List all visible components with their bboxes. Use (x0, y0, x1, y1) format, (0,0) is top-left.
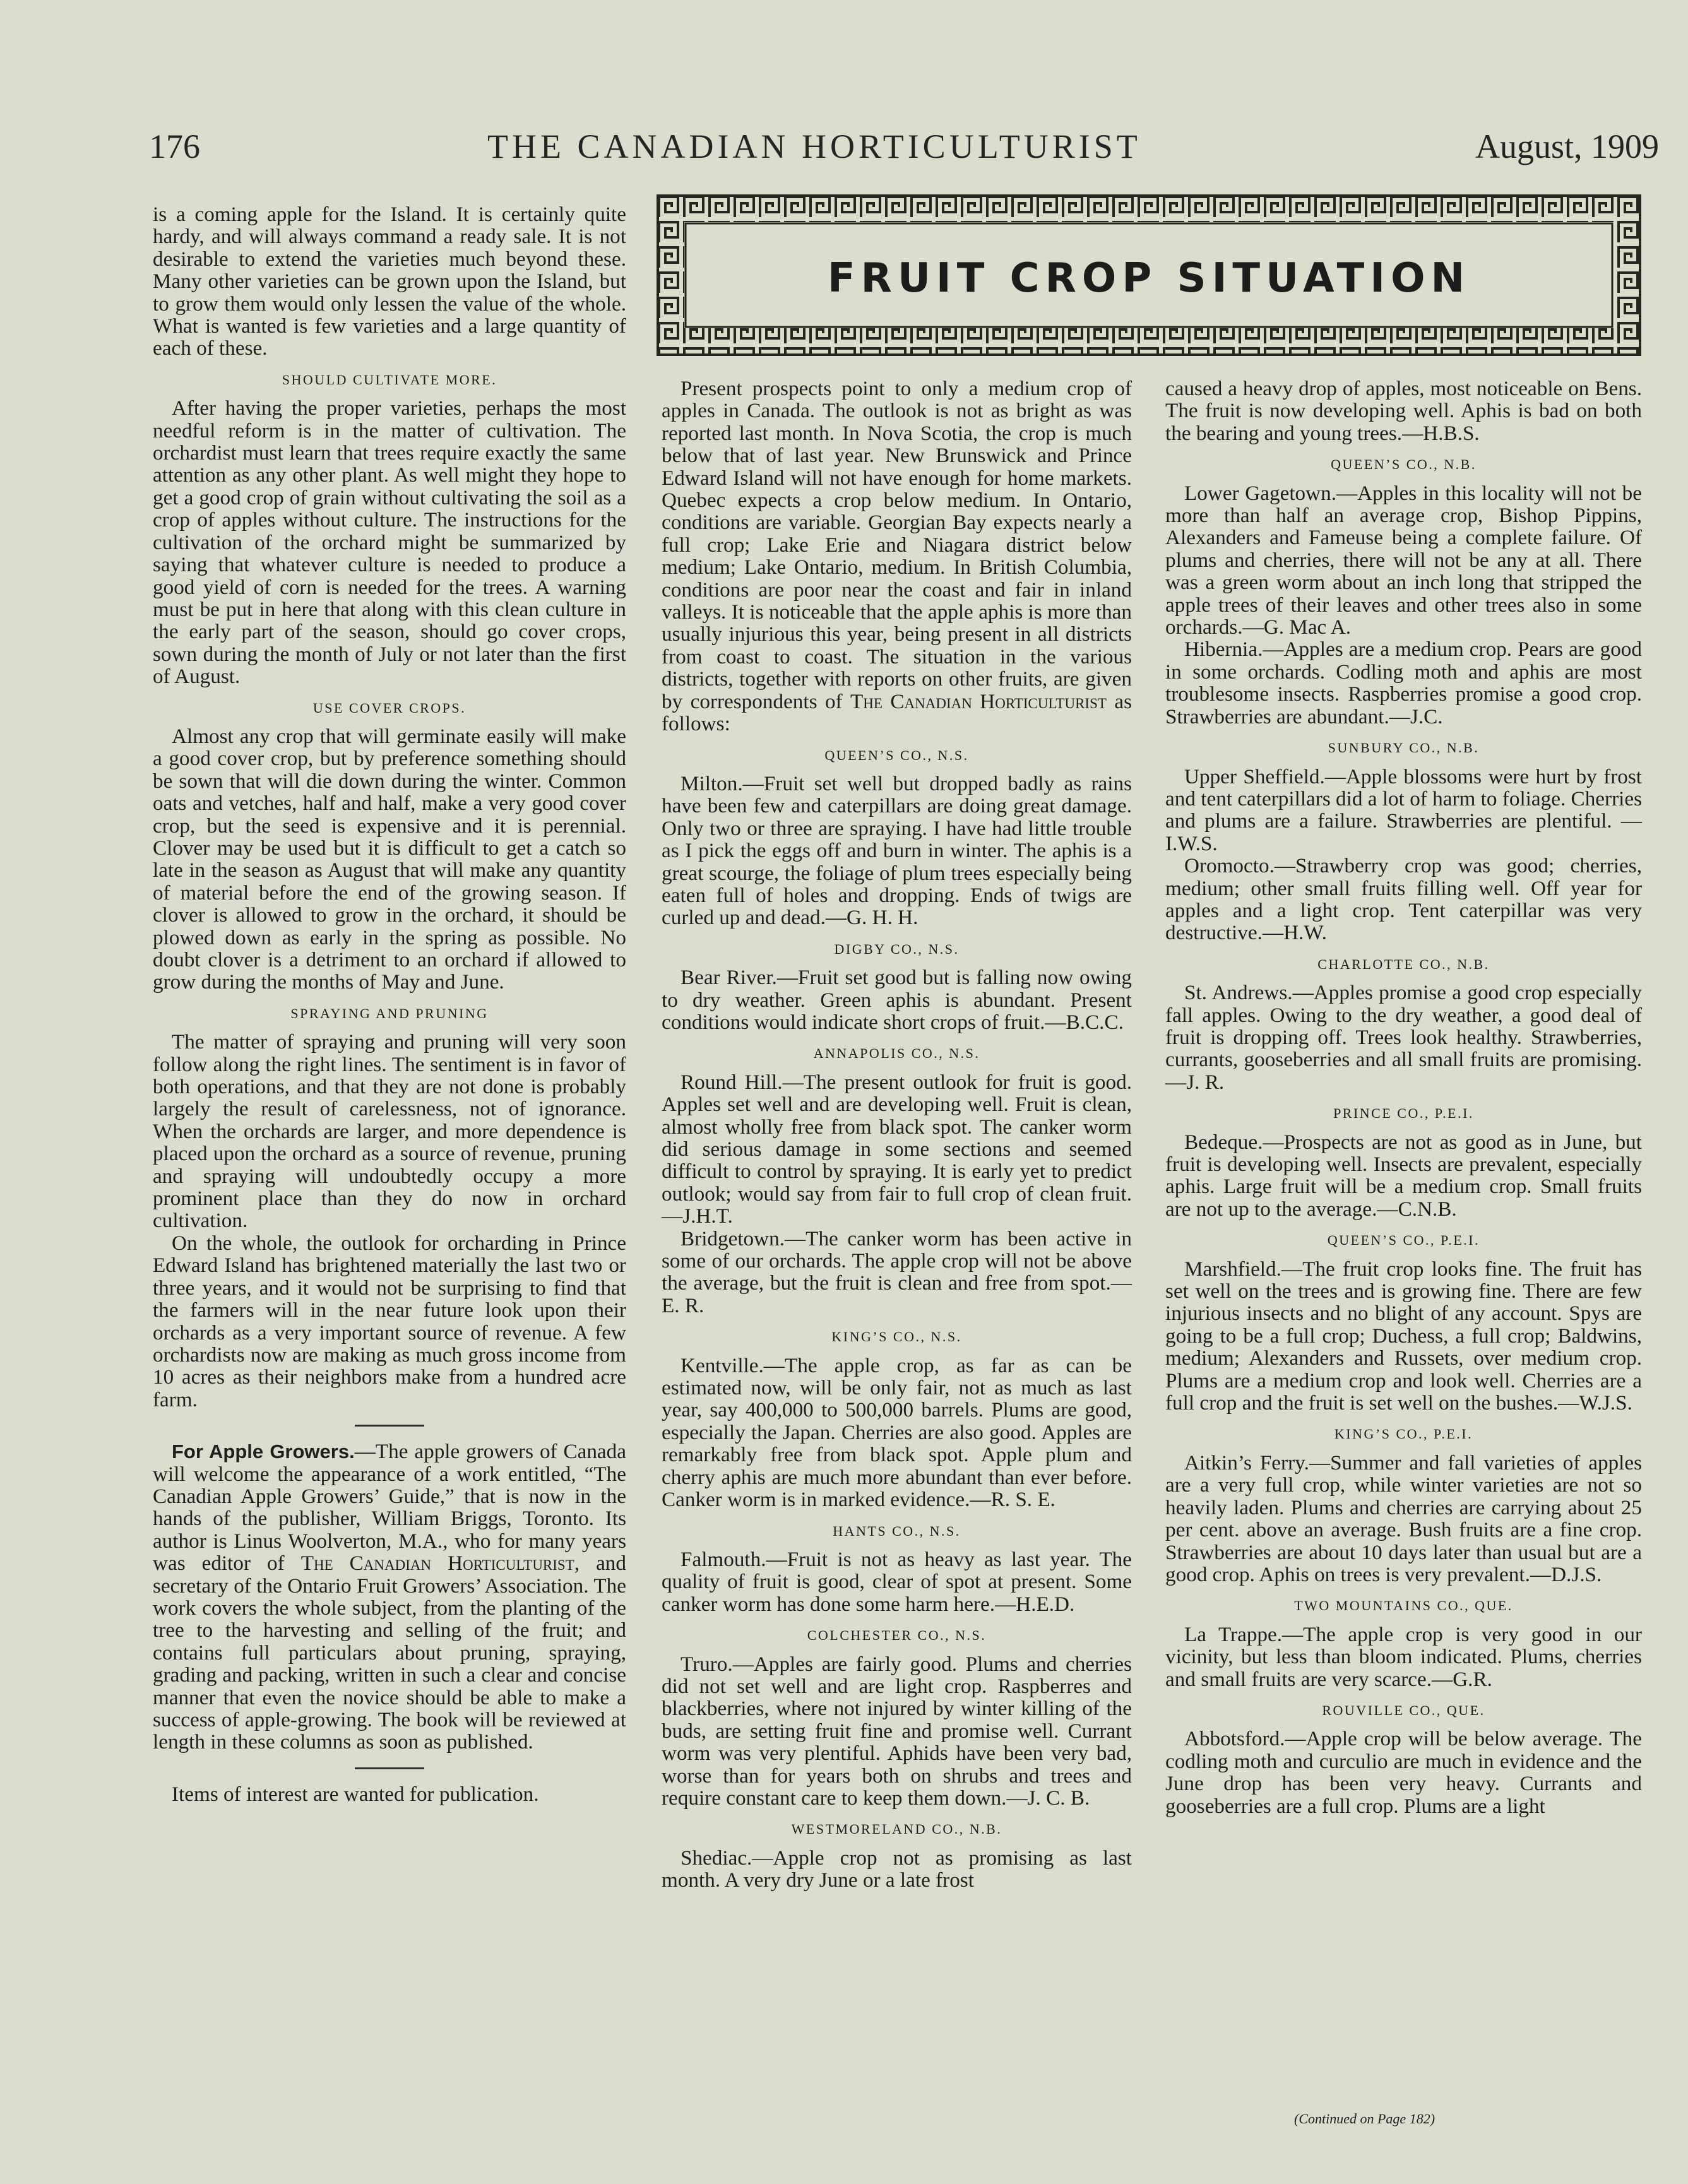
notice-lead: For Apple Growers. (172, 1440, 355, 1463)
banner-title: FRUIT CROP SITUATION (827, 255, 1471, 302)
issue-date: August, 1909 (1475, 128, 1659, 165)
page-header (149, 128, 1659, 172)
county-heading: DIGBY CO., N.S. (834, 941, 960, 957)
county-heading: WESTMORELAND CO., N.B. (791, 1821, 1002, 1837)
county-heading: QUEEN’S CO., P.E.I. (1327, 1232, 1480, 1249)
report-paragraph: St. Andrews.—Apples promise a good crop especially fall apples. Owing to the dry weather, a good deal of fruit is dropping off. Trees look healthy. Strawberries, currants, gooseberries and all small fruits are promising.—J. R. (1165, 981, 1642, 1094)
continued-note: (Continued on Page 182) (1294, 2111, 1435, 2127)
report-paragraph: Oromocto.—Strawberry crop was good; cherries, medium; other small fruits filling well. Off year for apples and a light crop. Tent caterpillar was very destructive.—H.W. (1165, 854, 1642, 945)
divider (355, 1767, 424, 1769)
page-number: 176 (149, 128, 200, 165)
county-heading: CHARLOTTE CO., N.B. (1317, 956, 1490, 972)
county-heading: PRINCE CO., P.E.I. (1333, 1105, 1474, 1122)
report-paragraph: Milton.—Fruit set well but dropped badly as rains have been few and caterpillars are doing great damage. Only two or three are spraying. I have had little trouble as I pick the eggs off and burn in winter. The aphis is a great scourge, the foliage of plum trees especially being eaten full of holes and dropping. Ends of twigs are curled up and dead.—G. H. H. (662, 771, 1132, 930)
county-heading: HANTS CO., N.S. (833, 1522, 961, 1539)
paragraph: Almost any crop that will germinate easily will make a good cover crop, but by preference something should be sown that will die down during the winter. Common oats and vetches, half and half, make a very good cover crop, but the seed is expensive and it is perennial. Clover may be used but it is difficult to get a catch so late in the season as August that will make any quantity of material before the end of the growing season. If clover is allowed to grow in the orchard, it should be plowed down as early in the spring as possible. No doubt clover is a detriment to an orchard if allowed to grow during the months of May and June. (153, 724, 626, 994)
section-heading: USE COVER CROPS. (312, 699, 467, 716)
report-paragraph: Marshfield.—The fruit crop looks fine. The fruit has set well on the trees and is growing fine. There are few injurious insects and no blight of any account. Spys are going to be a full crop; Duchess, a full crop; Baldwins, medium; Alexanders and Russets, over medium crop. Plums are a medium crop and look well. Cherries are a full crop and the fruit is set well on the bushes.—W.J.S. (1165, 1257, 1642, 1415)
paragraph: On the whole, the outlook for orcharding in Prince Edward Island has brightened materially the last two or three years, and it would not be surprising to find that the farmers will in the near future look upon their orchards as a very important source of revenue. A few orchardists now are making as much gross income from 10 acres as their neighbors make from a hundred acre farm. (153, 1231, 626, 1411)
section-heading: SPRAYING AND PRUNING (290, 1005, 489, 1021)
report-paragraph: Truro.—Apples are fairly good. Plums and cherries did not set well and are light crop. Raspberres and blackberries, where not injured by winter killing of the buds, are setting fruit fine and promise well. Currant worm was very plentiful. Aphids have been very bad, worse than for years both on shrubs and trees and require constant care to keep them down.—J. C. B. (662, 1652, 1132, 1810)
county-heading: SUNBURY CO., N.B. (1328, 740, 1480, 756)
county-heading: ANNAPOLIS CO., N.S. (813, 1045, 980, 1062)
journal-title: THE CANADIAN HORTICULTURIST (487, 128, 1141, 165)
county-heading: KING’S CO., P.E.I. (1334, 1426, 1473, 1442)
intro-paragraph: Present prospects point to only a medium crop of apples in Canada. The outlook is not as bright as was reported last month. In Nova Scotia, the crop is much below that of last year. New Brunswick and Prince Edward Island will not have enough for home markets. Quebec expects a crop below medium. In Ontario, conditions are variable. Georgian Bay expects nearly a full crop; Lake Erie and Niagara district below medium; Lake Ontario, medium. In British Columbia, conditions are poor near the coast and fair in inland valleys. It is noticeable that the apple aphis is more than usually injurious this year, being present in all districts from coast to coast. The situation in the various districts, together with reports on other fruits, are given by correspondents of The Canadian Horticulturist as follows: (662, 377, 1132, 736)
notice-paragraph: For Apple Growers.—The apple growers of Canada will welcome the appearance of a work entitled, “The Canadian Apple Growers’ Guide,” that is now in the hands of the publisher, William Briggs, Toronto. Its author is Linus Woolverton, M.A., who for many years was editor of The Canadian Horticulturist, and secretary of the Ontario Fruit Growers’ Association. The work covers the whole subject, from the planting of the tree to the harvesting and selling of the fruit; and contains full particulars about pruning, spraying, grading and packing, written in such a clear and concise manner that even the novice should be able to make a success of apple-growing. The book will be reviewed at length in these columns as soon as published. (153, 1440, 626, 1754)
left-column (153, 203, 626, 1805)
report-paragraph: Abbotsford.—Apple crop will be below average. The codling moth and curculio are much in evidence and the June drop has been very heavy. Currants and gooseberries are a full crop. Plums are a light (1165, 1727, 1642, 1818)
report-paragraph: Shediac.—Apple crop not as promising as last month. A very dry June or a late frost (662, 1846, 1132, 1892)
report-paragraph: Bridgetown.—The canker worm has been active in some of our orchards. The apple crop will not be above the average, but the fruit is clean and free from spot.—E. R. (662, 1226, 1132, 1317)
report-paragraph: Bear River.—Fruit set good but is falling now owing to dry weather. Green aphis is abundant. Present conditions would indicate short crops of fruit.—B.C.C. (662, 966, 1132, 1034)
county-heading: COLCHESTER CO., N.S. (807, 1627, 987, 1644)
paragraph: is a coming apple for the Island. It is certainly quite hardy, and will always command a ready sale. It is not desirable to extend the varieties much beyond these. Many other varieties can be grown upon the Island, but to grow them would only lessen the value of the whole. What is wanted is few varieties and a large quantity of each of these. (153, 203, 626, 360)
report-paragraph: La Trappe.—The apple crop is very good in our vicinity, but less than bloom indicated. Plums, cherries and small fruits are very scarce.—G.R. (1165, 1622, 1642, 1691)
report-paragraph: caused a heavy drop of apples, most noticeable on Bens. The fruit is now developing well. Aphis is bad on both the bearing and young trees.—H.B.S. (1165, 377, 1642, 445)
paragraph: The matter of spraying and pruning will very soon follow along the right lines. The sentiment is in favor of both operations, and that they are not done is probably largely the result of carelessness, not of ignorance. When the orchards are larger, and more dependence is placed upon the orchard as a source of revenue, pruning and spraying will undoubtedly occupy a more prominent place than they do now in orchard cultivation. (153, 1030, 626, 1233)
report-paragraph: Lower Gagetown.—Apples in this locality will not be more than half an average crop, Bishop Pippins, Alexanders and Fameuse being a complete failure. Of plums and cherries, there will not be any at all. There was a green worm about an inch long that stripped the apple trees of their leaves and other trees also in some orchards.—G. Mac A. (1165, 481, 1642, 639)
right-column (1165, 377, 1642, 1817)
county-heading: TWO MOUNTAINS CO., QUE. (1294, 1598, 1513, 1614)
report-paragraph: Falmouth.—Fruit is not as heavy as last year. The quality of fruit is good, clear of spot at present. Some canker worm has done some harm here.—H.E.D. (662, 1547, 1132, 1616)
report-paragraph: Aitkin’s Ferry.—Summer and fall varieties of apples are a very full crop, while winter varieties are not so heavily laden. Plums and cherries are carrying about 25 per cent. above an average. Bush fruits are a fine crop. Strawberries are about 10 days later than usual but are a good crop. Aphis on trees is very prevalent.—D.J.S. (1165, 1451, 1642, 1586)
county-heading: QUEEN’S CO., N.S. (824, 747, 969, 763)
report-paragraph: Bedeque.—Prospects are not as good as in June, but fruit is developing well. Insects are prevalent, especially aphis. Large fruit will be a medium crop. Small fruits are not up to the average.—C.N.B. (1165, 1130, 1642, 1221)
report-paragraph: Hibernia.—Apples are a medium crop. Pears are good in some orchards. Codling moth and aphis are most troublesome insects. Raspberries promise a good crop. Strawberries are abundant.—J.C. (1165, 638, 1642, 728)
paragraph: Items of interest are wanted for publication. (172, 1782, 539, 1806)
title-banner (657, 194, 1641, 356)
paragraph: After having the proper varieties, perhaps the most needful reform is in the matter of cultivation. The orchardist must learn that trees require exactly the same attention as any other plant. As well might they hope to get a good crop of grain without cultivating the soil as a crop of apples without culture. The instructions for the cultivation of the orchard might be summarized by saying that whatever culture is needed to produce a good yield of corn is needed for the trees. A warning must be put in here that along with this clean culture in the early part of the season, should go cover crops, sown during the month of July or not later than the first of August. (153, 396, 626, 689)
report-paragraph: Upper Sheffield.—Apple blossoms were hurt by frost and tent caterpillars did a lot of harm to foliage. Cherries and plums are a failure. Strawberries are plentiful. —I.W.S. (1165, 764, 1642, 855)
county-heading: ROUVILLE CO., QUE. (1322, 1702, 1485, 1718)
divider (355, 1425, 424, 1427)
report-paragraph: Kentville.—The apple crop, as far as can be estimated now, will be only fair, not as much as last year, say 400,000 to 500,000 barrels. Plums are good, especially the Japan. Cherries are also good. Apples are remarkably free from black spot. Apple plum and cherry aphis are much more abundant than ever before. Canker worm is in marked evidence.—R. S. E. (662, 1353, 1132, 1512)
county-heading: KING’S CO., N.S. (831, 1329, 962, 1345)
middle-column (662, 377, 1132, 1892)
section-heading: SHOULD CULTIVATE MORE. (282, 371, 497, 388)
report-paragraph: Round Hill.—The present outlook for fruit is good. Apples set well and are developing well. Fruit is clean, almost wholly free from black spot. The canker worm did serious damage in some sections and seemed difficult to control by spraying. It is early yet to predict outlook; would say from fair to full crop of clean fruit.—J.H.T. (662, 1070, 1132, 1228)
county-heading: QUEEN’S CO., N.B. (1331, 456, 1477, 473)
